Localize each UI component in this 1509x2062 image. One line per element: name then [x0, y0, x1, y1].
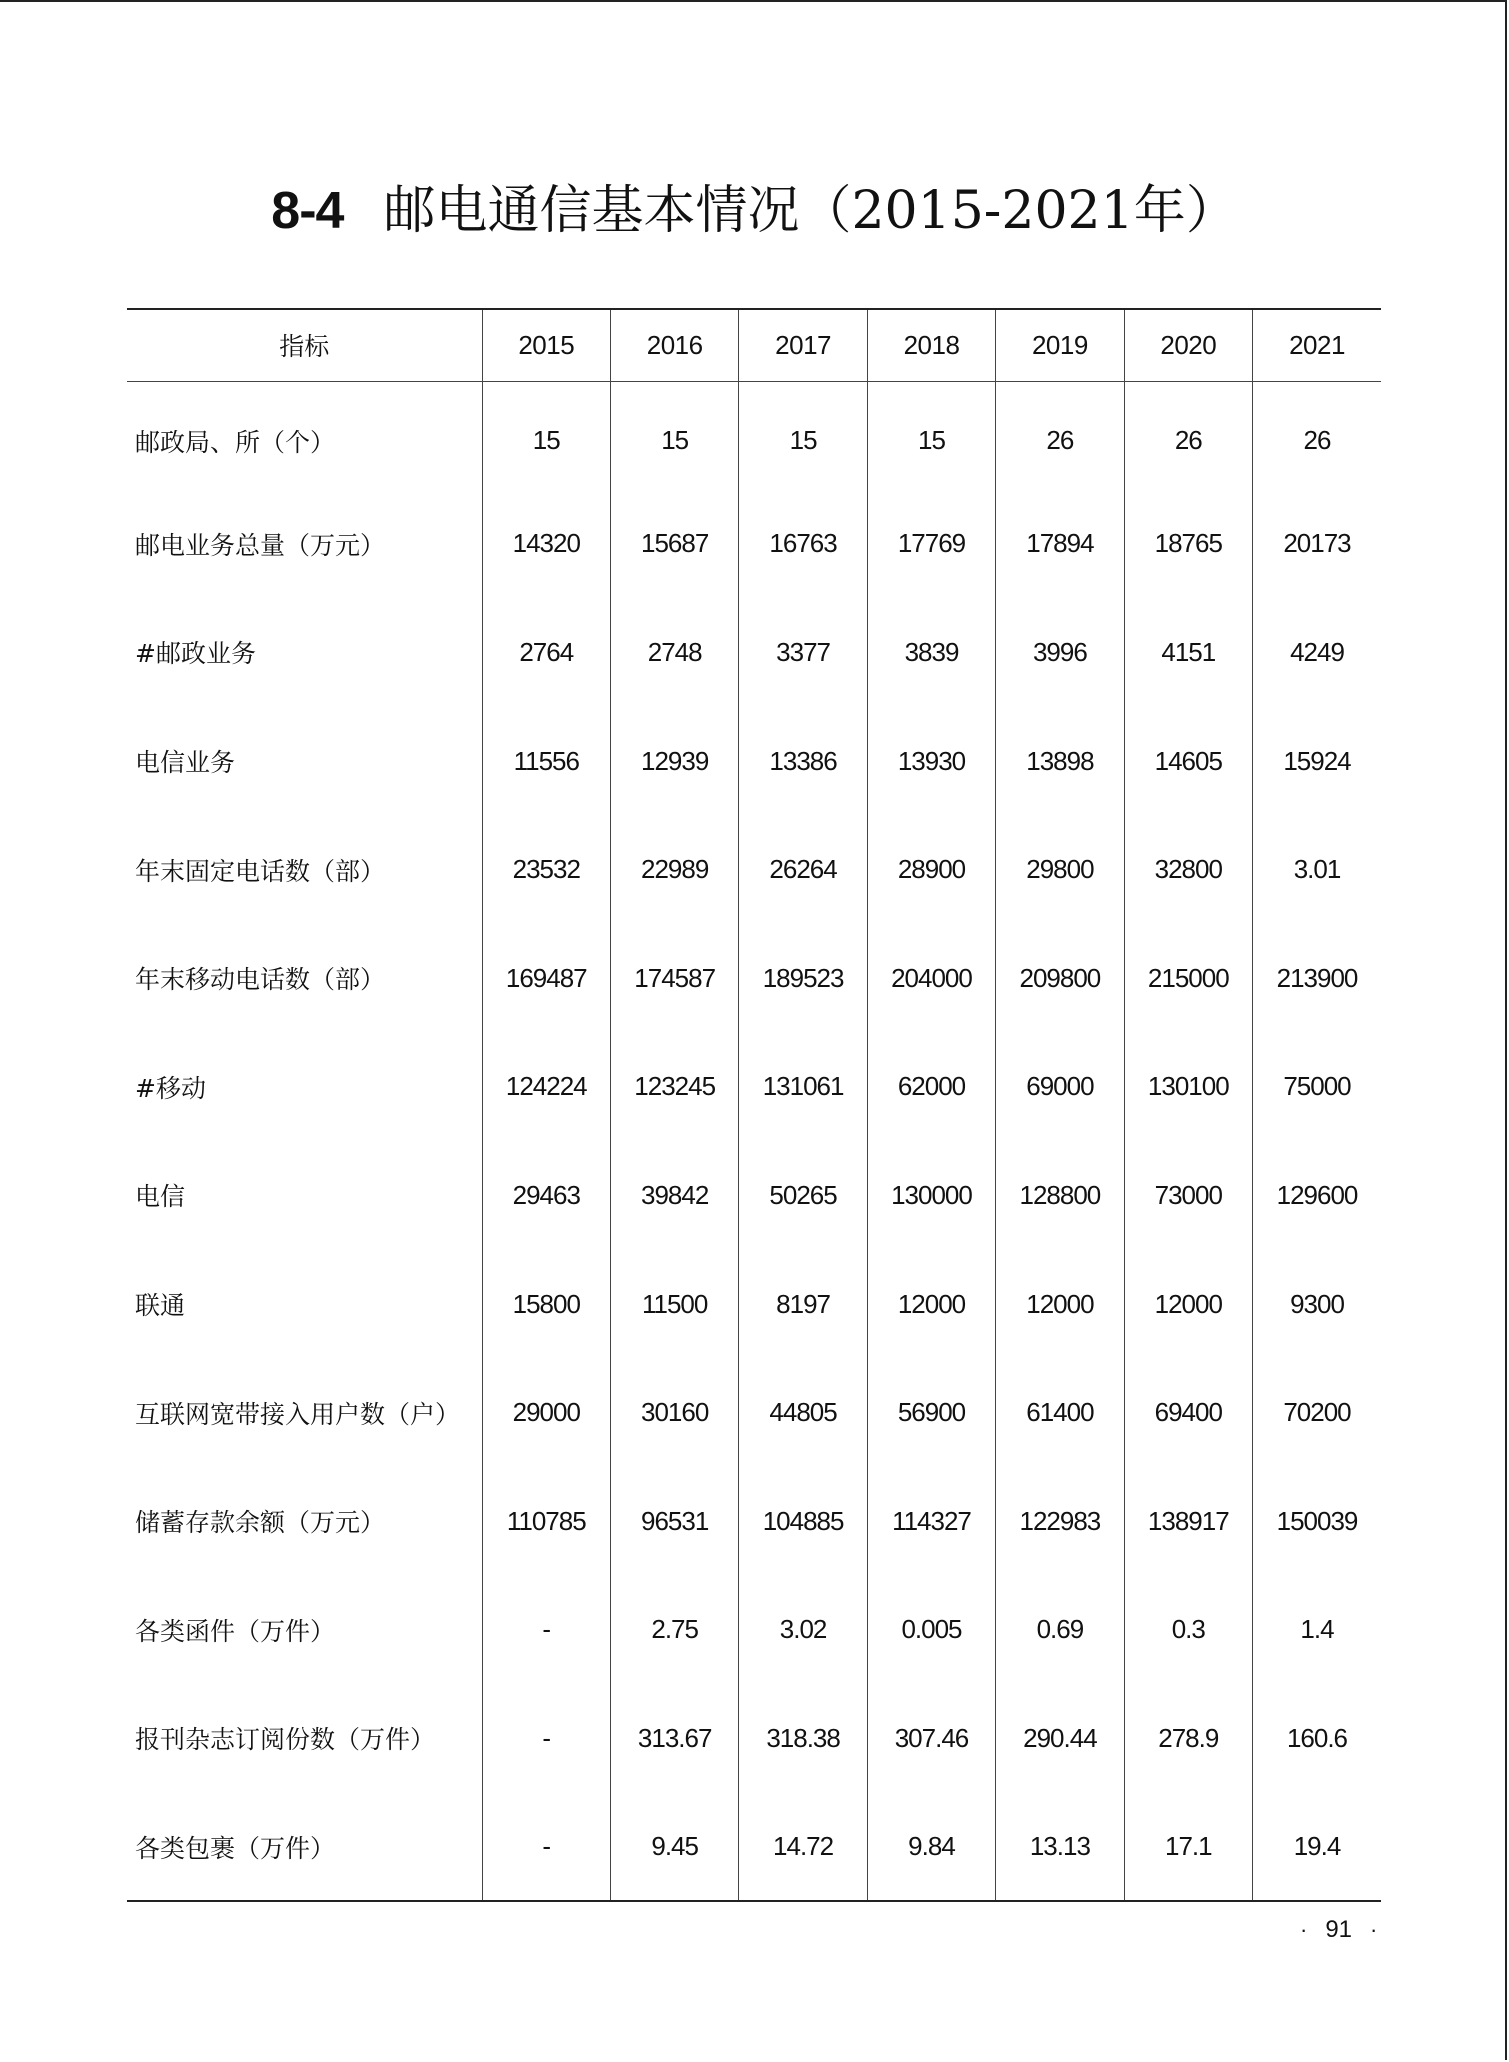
row-label: 电信业务 [135, 748, 236, 778]
table-cell: 30160 [610, 1358, 738, 1467]
table-cell: - [482, 1576, 610, 1685]
table-cell: 12000 [867, 1250, 995, 1359]
table-cell: 26 [1124, 381, 1252, 490]
table-cell: 50265 [739, 1141, 867, 1250]
table-row [127, 1033, 1381, 1142]
table-cell: 18765 [1124, 490, 1252, 599]
header-year: 2019 [996, 309, 1124, 381]
header-year: 2015 [482, 309, 610, 381]
table-cell: 69000 [996, 1033, 1124, 1142]
table-cell: 15 [482, 381, 610, 490]
table-cell: 9.45 [610, 1793, 738, 1902]
table-cell: 17.1 [1124, 1793, 1252, 1902]
table-cell: 44805 [739, 1358, 867, 1467]
table-cell: 15800 [482, 1250, 610, 1359]
table-row [127, 924, 1381, 1033]
table-cell: 213900 [1253, 924, 1382, 1033]
table-cell: 14.72 [739, 1793, 867, 1902]
row-label: 互联网宽带接入用户数（户） [135, 1399, 461, 1429]
table-cell: 3.02 [739, 1576, 867, 1685]
table-cell: 19.4 [1253, 1793, 1382, 1902]
table-cell: 12000 [996, 1250, 1124, 1359]
table-cell: 313.67 [610, 1684, 738, 1793]
table-cell: 13.13 [996, 1793, 1124, 1902]
table-cell: 4151 [1124, 598, 1252, 707]
table-cell: 14320 [482, 490, 610, 599]
header-year: 2020 [1124, 309, 1252, 381]
table-cell: 12000 [1124, 1250, 1252, 1359]
table-cell: 15687 [610, 490, 738, 599]
table-cell: 15924 [1253, 707, 1382, 816]
table-cell: 215000 [1124, 924, 1252, 1033]
table-row [127, 381, 1381, 490]
table-cell: 131061 [739, 1033, 867, 1142]
table-cell: 14605 [1124, 707, 1252, 816]
table-row [127, 1467, 1381, 1576]
table-cell: 29463 [482, 1141, 610, 1250]
table-cell: 122983 [996, 1467, 1124, 1576]
row-label: 年末固定电话数（部） [135, 856, 386, 886]
table-cell: 96531 [610, 1467, 738, 1576]
row-label: 各类函件（万件） [135, 1616, 336, 1646]
table-cell: 17769 [867, 490, 995, 599]
table-cell: 56900 [867, 1358, 995, 1467]
table-cell: 204000 [867, 924, 995, 1033]
table-cell: 3839 [867, 598, 995, 707]
row-label: 年末移动电话数（部） [135, 965, 386, 995]
table-cell: 11556 [482, 707, 610, 816]
table-cell: 26 [1253, 381, 1382, 490]
table-cell: 9.84 [867, 1793, 995, 1902]
row-label: 邮电业务总量（万元） [135, 530, 386, 560]
page-number-value: 91 [1325, 1916, 1353, 1943]
table-row [127, 490, 1381, 599]
page-number-dot-left: · [1300, 1917, 1308, 1942]
table-cell: 8197 [739, 1250, 867, 1359]
table-cell: 2748 [610, 598, 738, 707]
table-row [127, 1358, 1381, 1467]
table-cell: 29000 [482, 1358, 610, 1467]
table-cell: 1.4 [1253, 1576, 1382, 1685]
table-cell: 13898 [996, 707, 1124, 816]
page-number [1282, 1916, 1395, 1944]
table-cell: 2764 [482, 598, 610, 707]
table-cell: 4249 [1253, 598, 1382, 707]
table-cell: 3377 [739, 598, 867, 707]
page-title [0, 176, 1509, 246]
table-cell: 150039 [1253, 1467, 1382, 1576]
page-number-dot-right: · [1370, 1917, 1378, 1942]
statistics-table [127, 308, 1381, 1902]
table-cell: 3996 [996, 598, 1124, 707]
table-row [127, 707, 1381, 816]
table-cell: 278.9 [1124, 1684, 1252, 1793]
table-cell: 11500 [610, 1250, 738, 1359]
table-cell: - [482, 1684, 610, 1793]
table-cell: 73000 [1124, 1141, 1252, 1250]
table-cell: 3.01 [1253, 815, 1382, 924]
row-label: 储蓄存款余额（万元） [135, 1508, 386, 1538]
row-label: 邮政局、所（个） [135, 427, 336, 457]
table-cell: 15 [867, 381, 995, 490]
table-cell: 70200 [1253, 1358, 1382, 1467]
table-cell: 189523 [739, 924, 867, 1033]
table-cell: 29800 [996, 815, 1124, 924]
table-cell: 138917 [1124, 1467, 1252, 1576]
table-cell: 13930 [867, 707, 995, 816]
table-cell: 129600 [1253, 1141, 1382, 1250]
table-cell: 124224 [482, 1033, 610, 1142]
table-cell: 16763 [739, 490, 867, 599]
table-cell: 9300 [1253, 1250, 1382, 1359]
table-cell: 307.46 [867, 1684, 995, 1793]
table-header-row [127, 309, 1381, 381]
header-year: 2021 [1253, 309, 1382, 381]
table-cell: 20173 [1253, 490, 1382, 599]
table-row [127, 1576, 1381, 1685]
table-cell: 0.69 [996, 1576, 1124, 1685]
row-label: #邮政业务 [135, 639, 256, 669]
table-row [127, 1684, 1381, 1793]
table-cell: 23532 [482, 815, 610, 924]
table-cell: 15 [739, 381, 867, 490]
table-row [127, 815, 1381, 924]
table-cell: 39842 [610, 1141, 738, 1250]
table-cell: 69400 [1124, 1358, 1252, 1467]
table-cell: 61400 [996, 1358, 1124, 1467]
table-cell: 174587 [610, 924, 738, 1033]
table-cell: 26264 [739, 815, 867, 924]
header-year: 2017 [739, 309, 867, 381]
header-year: 2018 [867, 309, 995, 381]
table-cell: 32800 [1124, 815, 1252, 924]
table-cell: 0.3 [1124, 1576, 1252, 1685]
table-cell: 160.6 [1253, 1684, 1382, 1793]
table-cell: 130000 [867, 1141, 995, 1250]
table-cell: 169487 [482, 924, 610, 1033]
table-row [127, 1250, 1381, 1359]
table-cell: 26 [996, 381, 1124, 490]
table-row [127, 1141, 1381, 1250]
table-cell: 62000 [867, 1033, 995, 1142]
row-label: 联通 [135, 1291, 186, 1321]
table-cell: 130100 [1124, 1033, 1252, 1142]
table-cell: 13386 [739, 707, 867, 816]
table-row [127, 598, 1381, 707]
table-cell: 0.005 [867, 1576, 995, 1685]
table-cell: 15 [610, 381, 738, 490]
row-label: 报刊杂志订阅份数（万件） [135, 1725, 436, 1755]
table-number: 8-4 [271, 182, 344, 240]
table-cell: 114327 [867, 1467, 995, 1576]
table-cell: 75000 [1253, 1033, 1382, 1142]
table-cell: 12939 [610, 707, 738, 816]
table-cell: 209800 [996, 924, 1124, 1033]
table-cell: 290.44 [996, 1684, 1124, 1793]
table-cell: 318.38 [739, 1684, 867, 1793]
table-body [127, 381, 1381, 1901]
row-label: 各类包裹（万件） [127, 1793, 482, 1902]
row-label: 电信 [135, 1182, 186, 1212]
header-indicator: 指标 [127, 309, 482, 381]
table-cell: 22989 [610, 815, 738, 924]
table-cell: 123245 [610, 1033, 738, 1142]
table-title-text: 邮电通信基本情况（2015-2021年） [383, 181, 1238, 241]
row-label: #移动 [135, 1073, 206, 1103]
table-cell: - [482, 1793, 610, 1902]
table-cell: 128800 [996, 1141, 1124, 1250]
table-row [127, 1793, 1381, 1902]
table-cell: 28900 [867, 815, 995, 924]
table-cell: 104885 [739, 1467, 867, 1576]
table-cell: 17894 [996, 490, 1124, 599]
table-cell: 2.75 [610, 1576, 738, 1685]
header-year: 2016 [610, 309, 738, 381]
table-cell: 110785 [482, 1467, 610, 1576]
